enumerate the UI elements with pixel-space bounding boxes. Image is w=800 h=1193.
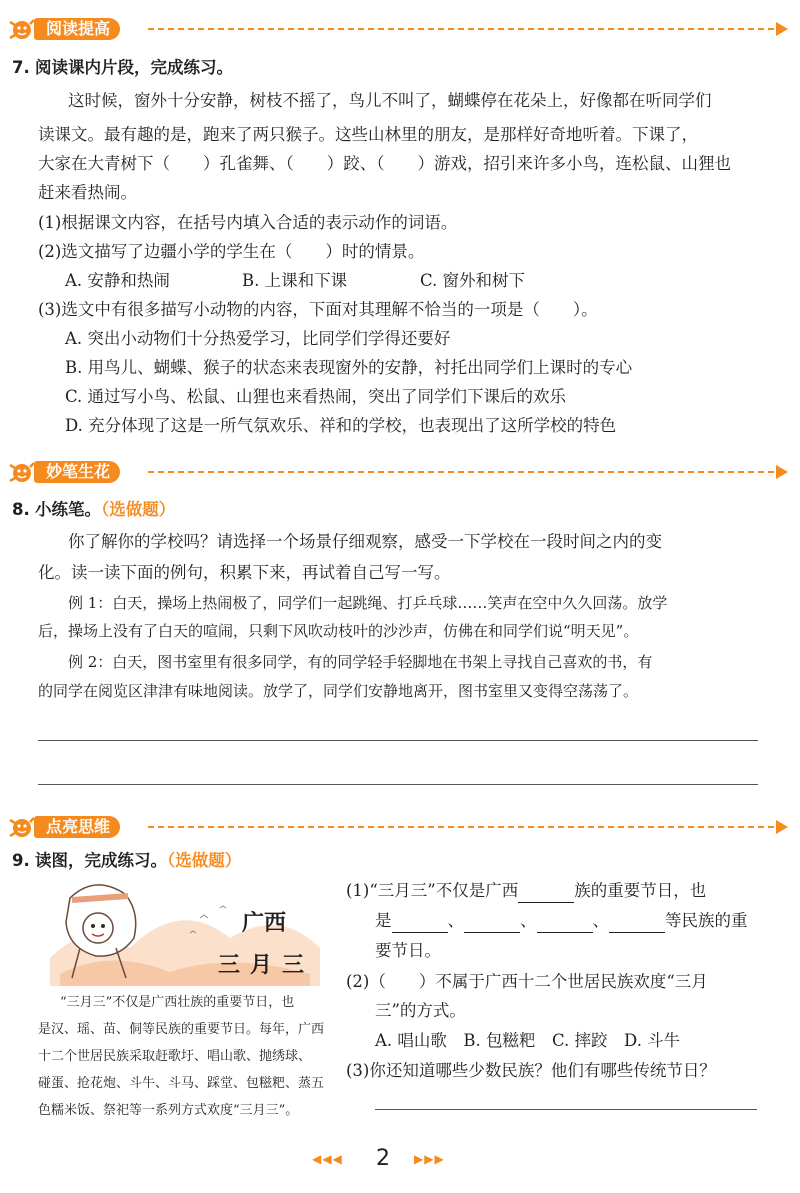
q9-sub2-line2: 三”的方式。 [375,1001,466,1020]
q9-caption-line: “三月三”不仅是广西壮族的重要节日，也 [60,995,295,1010]
q9-caption-line: 碰蛋、抢花炮、斗牛、斗马、踩堂、包糍粑、蒸五 [38,1076,325,1091]
q7-sub2-option: A. 安静和热闹 [65,271,170,290]
q7-passage-line: 大家在大青树下（ ）孔雀舞、（ ）跤、（ ）游戏，招引来许多小鸟，连松鼠、山狸也 [38,154,731,173]
q9-caption-line: 是汉、瑶、苗、侗等民族的重要节日。每年，广西 [38,1022,325,1037]
q8-intro-line: 化。读一读下面的例句，积累下来，再试着自己写一写。 [38,563,451,582]
q7-sub2-option: B. 上课和下课 [242,271,348,290]
q9-sub1-line1: (1)“三月三”不仅是广西 族的重要节日，也 [346,880,706,903]
q8-example-line: 的同学在阅览区津津有味地阅读。放学了，同学们安静地离开，图书室里又变得空荡荡了。 [38,682,639,700]
image-title-sanyuesan: 三月三 [218,953,315,978]
q7-passage-line: 这时候，窗外十分安静，树枝不摇了，鸟儿不叫了，蝴蝶停在花朵上，好像都在听同学们 [68,91,712,110]
section-banner-reading [8,14,792,44]
writing-line[interactable] [38,740,758,741]
section-label: 妙笔生花 [34,461,120,483]
dashed-divider [148,826,774,828]
page-number: 2 [376,1146,390,1171]
footer-left-arrows: ◀◀◀ [312,1152,343,1166]
q7-sub1: (1)根据课文内容，在括号内填入合适的表示动作的词语。 [38,213,458,232]
arrow-right-icon [776,820,788,834]
q7-heading: 7. 阅读课内片段，完成练习。 [12,58,233,77]
q7-sub2-option: C. 窗外和树下 [420,271,526,290]
mascot-icon [8,459,36,487]
q7-sub3: (3)选文中有很多描写小动物的内容，下面对其理解不恰当的一项是（ ）。 [38,300,598,319]
dashed-divider [148,471,774,473]
section-banner-writing [8,457,792,487]
section-banner-thinking [8,812,792,842]
q9-heading: 9. 读图，完成练习。（选做题） [12,851,242,870]
q7-sub3-option: A. 突出小动物们十分热爱学习，比同学们学得还要好 [65,329,451,348]
q8-example-line: 例 2：白天，图书室里有很多同学，有的同学轻手轻脚地在书架上寻找自己喜欢的书，有 [68,653,653,671]
answer-blank[interactable] [518,880,574,903]
answer-blank[interactable] [609,910,665,933]
q8-example-line: 例 1：白天，操场上热闹极了，同学们一起跳绳、打乒乓球……笑声在空中久久回荡。放学 [68,594,668,612]
arrow-right-icon [776,22,788,36]
section-label: 阅读提高 [34,18,120,40]
dashed-divider [148,28,774,30]
q9-sub2-line1: (2)（ ）不属于广西十二个世居民族欢度“三月 [346,972,708,991]
mascot-icon [8,814,36,842]
q9-sub3: (3)你还知道哪些少数民族？他们有哪些传统节日？ [346,1061,716,1080]
q9-sub1-line2: 是 、 、 、 等民族的重 [375,910,748,933]
q9-sub1-line3: 要节日。 [375,941,441,960]
q9-sub2-options: A. 唱山歌 B. 包糍粑 C. 摔跤 D. 斗牛 [375,1031,681,1050]
q8-intro-line: 你了解你的学校吗？请选择一个场景仔细观察，感受一下学校在一段时间之内的变 [68,532,662,551]
q7-passage-line: 读课文。最有趣的是，跑来了两只猴子。这些山林里的朋友，是那样好奇地听着。下课了， [38,125,698,144]
arrow-right-icon [776,465,788,479]
answer-blank[interactable] [464,910,520,933]
q7-sub3-option: B. 用鸟儿、蝴蝶、猴子的状态来表现窗外的安静，衬托出同学们上课时的专心 [65,358,633,377]
q7-sub3-option: C. 通过写小鸟、松鼠、山狸也来看热闹，突出了同学们下课后的欢乐 [65,387,567,406]
q7-passage-line: 赶来看热闹。 [38,183,137,202]
mascot-icon [8,16,36,44]
writing-line[interactable] [375,1109,757,1110]
q9-caption-line: 十二个世居民族采取赶歌圩、唱山歌、抛绣球、 [38,1049,312,1064]
writing-line[interactable] [38,784,758,785]
q9-caption-line: 色糯米饭、祭祀等一系列方式欢度“三月三”。 [38,1103,299,1118]
footer-right-arrows: ▶▶▶ [414,1152,445,1166]
answer-blank[interactable] [392,910,448,933]
answer-blank[interactable] [537,910,593,933]
image-title-guangxi: 广西 [242,911,287,936]
festival-illustration [50,878,320,986]
q8-heading: 8. 小练笔。（选做题） [12,500,176,519]
q8-example-line: 后，操场上没有了白天的喧闹，只剩下风吹动枝叶的沙沙声，仿佛在和同学们说“明天见”。 [38,622,639,640]
q7-sub3-option: D. 充分体现了这是一所气氛欢乐、祥和的学校，也表现出了这所学校的特色 [65,416,617,435]
q7-sub2: (2)选文描写了边疆小学的学生在（ ）时的情景。 [38,242,425,261]
section-label: 点亮思维 [34,816,120,838]
